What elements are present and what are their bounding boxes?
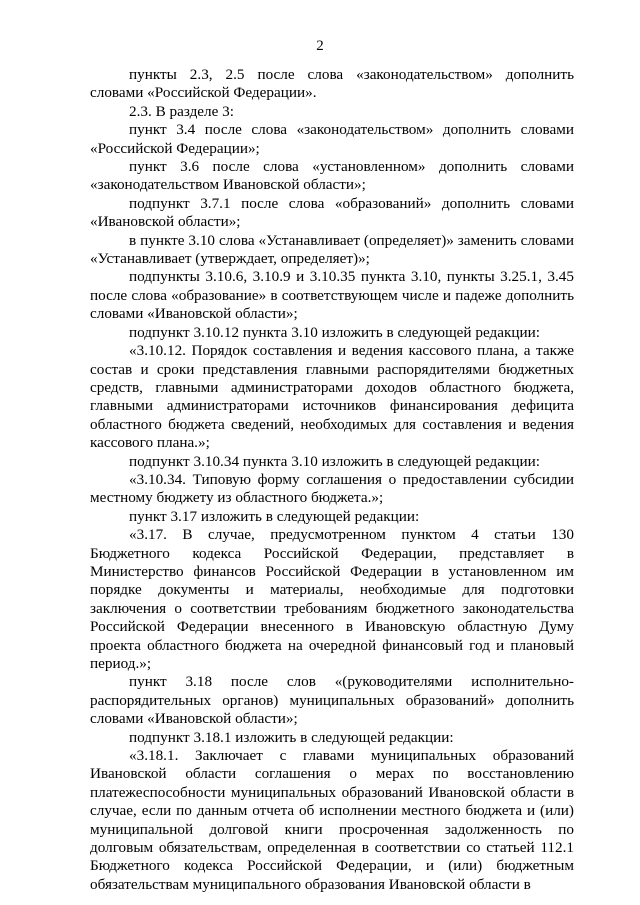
paragraph: «3.17. В случае, предусмотренном пунктом 4 статьи 130 Бюджетного кодекса Российской Федерации, представляет в Министерство финансов Российской Федерации в установленном им порядке документы и материалы, необходимые для подготовки заключения о соответствии требованиям бюджетного законодательства Российской Федерации внесенного в Ивановскую областную Думу проекта областного бюджета на очередной финансовый год и плановый период.»; xyxy=(90,526,574,672)
paragraph: пункт 3.6 после слова «установленном» дополнить словами «законодательством Ивановской области»; xyxy=(90,158,574,194)
paragraph: «3.18.1. Заключает с главами муниципальных образований Ивановской области соглашения о мерах по восстановлению платежеспособности муниципальных образований Ивановской области в случае, если по данным отчета об исполнении местного бюджета и (или) муниципальной долговой книги просроченная задолженность по долговым обязательствам, определенная в соответствии со статьей 112.1 Бюджетного кодекса Российской Федерации, и (или) бюджетным обязательствам муниципального образования Ивановской области в xyxy=(90,747,574,893)
paragraph: пункт 3.18 после слов «(руководителями исполнительно-распорядительных органов) муниципальных образований» дополнить словами «Ивановской области»; xyxy=(90,673,574,728)
paragraph: подпункт 3.10.12 пункта 3.10 изложить в следующей редакции: xyxy=(129,323,540,341)
paragraph: «3.10.34. Типовую форму соглашения о предоставлении субсидии местному бюджету из областного бюджета.»; xyxy=(90,470,574,507)
paragraph: пункты 2.3, 2.5 после слова «законодательством» дополнить словами «Российской Федерации». xyxy=(90,66,574,102)
paragraph: подпункт 3.18.1 изложить в следующей редакции: xyxy=(129,728,454,746)
paragraph: в пункте 3.10 слова «Устанавливает (определяет)» заменить словами «Устанавливает (утверждает, определяет)»; xyxy=(90,231,574,268)
paragraph: 2.3. В разделе 3: xyxy=(129,102,234,120)
paragraph: «3.10.12. Порядок составления и ведения кассового плана, а также состав и сроки представления главными распорядителями бюджетных средств, главными администраторами доходов областного бюджета, главными администраторами источников финансирования дефицита областного бюджета сведений, необходимых для составления и ведения кассового плана.»; xyxy=(90,342,574,452)
page-number: 2 xyxy=(316,38,324,54)
paragraph: подпункты 3.10.6, 3.10.9 и 3.10.35 пункта 3.10, пункты 3.25.1, 3.45 после слова «образование» в соответствующем числе и падеже дополнить словами «Ивановской области»; xyxy=(90,268,574,323)
paragraph: пункт 3.4 после слова «законодательством» дополнить словами «Российской Федерации»; xyxy=(90,121,574,157)
paragraph: подпункт 3.7.1 после слова «образований» дополнить словами «Ивановской области»; xyxy=(90,194,574,231)
paragraph: пункт 3.17 изложить в следующей редакции: xyxy=(129,507,420,525)
paragraph: подпункт 3.10.34 пункта 3.10 изложить в следующей редакции: xyxy=(129,452,540,470)
document-body xyxy=(90,66,574,894)
